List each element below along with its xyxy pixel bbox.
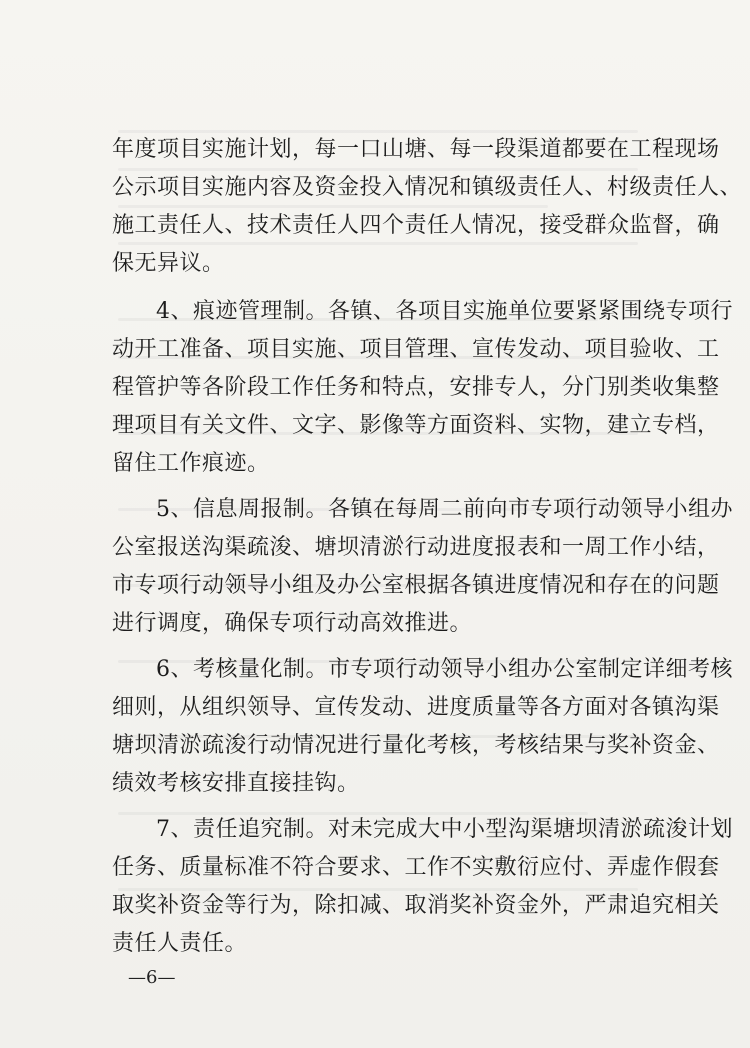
text-line: 理项目有关文件、文字、影像等方面资料、实物，建立专档， — [112, 413, 720, 438]
text-line: 保无异议。 — [112, 251, 225, 276]
text-line: 绩效考核安排直接挂钩。 — [112, 771, 360, 796]
text-line: 动开工准备、项目实施、项目管理、宣传发动、项目验收、工 — [112, 337, 720, 362]
text-line: 市专项行动领导小组及办公室根据各镇进度情况和存在的问题 — [112, 573, 720, 598]
text-line: 年度项目实施计划，每一口山塘、每一段渠道都要在工程现场 — [112, 137, 720, 162]
text-line: 细则，从组织领导、宣传发动、进度质量等各方面对各镇沟渠 — [112, 695, 720, 720]
paragraph-heading-line: 5、信息周报制。各镇在每周二前向市专项行动领导小组办 — [156, 497, 733, 522]
text-line: 施工责任人、技术责任人四个责任人情况，接受群众监督，确 — [112, 213, 720, 238]
page-number: —6— — [128, 967, 176, 988]
text-line: 程管护等各阶段工作任务和特点，安排专人，分门别类收集整 — [112, 375, 720, 400]
text-line: 责任人责任。 — [112, 931, 248, 956]
text-line: 进行调度，确保专项行动高效推进。 — [112, 611, 473, 636]
text-line: 任务、质量标准不符合要求、工作不实敷衍应付、弄虚作假套 — [112, 855, 720, 880]
text-line: 公室报送沟渠疏浚、塘坝清淤行动进度报表和一周工作小结， — [112, 535, 720, 560]
paragraph-heading-line: 6、考核量化制。市专项行动领导小组办公室制定详细考核 — [156, 657, 733, 682]
text-line: 公示项目实施内容及资金投入情况和镇级责任人、村级责任人、 — [112, 175, 743, 200]
text-line: 取奖补资金等行为，除扣减、取消奖补资金外，严肃追究相关 — [112, 893, 720, 918]
paragraph-heading-line: 7、责任追究制。对未完成大中小型沟渠塘坝清淤疏浚计划 — [156, 817, 733, 842]
text-line: 留住工作痕迹。 — [112, 451, 270, 476]
paragraph-heading-line: 4、痕迹管理制。各镇、各项目实施单位要紧紧围绕专项行 — [156, 299, 733, 324]
text-line: 塘坝清淤疏浚行动情况进行量化考核，考核结果与奖补资金、 — [112, 733, 720, 758]
